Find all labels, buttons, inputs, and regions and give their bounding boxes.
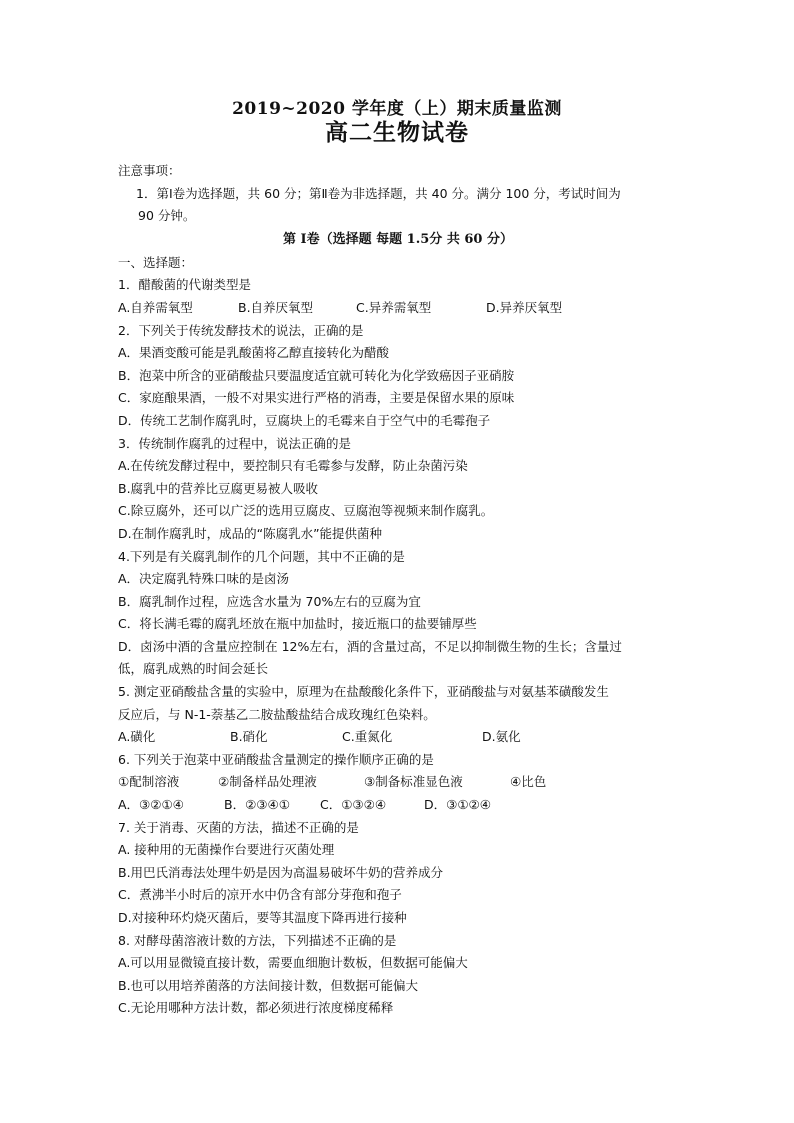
notice-item-1-line-2: 90 分钟。 <box>138 208 196 224</box>
notice-item-1-line-1: 1．第Ⅰ卷为选择题，共 60 分；第Ⅱ卷为非选择题，共 40 分。满分 100 分，考试时间为 <box>136 185 621 201</box>
question-8-option-a: A.可以用显微镜直接计数，需要血细胞计数板，但数据可能偏大 <box>118 955 468 971</box>
question-8-option-c: C.无论用哪种方法计数，都必须进行浓度梯度稀释 <box>118 1000 394 1016</box>
question-1-stem: 1．醋酸菌的代谢类型是 <box>118 277 251 293</box>
exam-body <box>118 160 678 1020</box>
section-heading: 第 Ⅰ卷（选择题 每题 1.5分 共 60 分） <box>283 231 513 247</box>
question-3-stem: 3．传统制作腐乳的过程中，说法正确的是 <box>118 435 351 451</box>
question-3-option-c: C.除豆腐外，还可以广泛的选用豆腐皮、豆腐泡等视频来制作腐乳。 <box>118 503 494 519</box>
question-2-stem: 2．下列关于传统发酵技术的说法，正确的是 <box>118 322 364 338</box>
question-2-option-a: A．果酒变酸可能是乳酸菌将乙醇直接转化为醋酸 <box>118 345 390 361</box>
question-4-option-d-line-2: 低，腐乳成熟的时间会延长 <box>118 661 269 677</box>
question-5-option-b: B.硝化 <box>230 729 268 745</box>
question-8-stem: 8. 对酵母菌溶液计数的方法，下列描述不正确的是 <box>118 932 397 948</box>
exam-subject-title: 高二生物试卷 <box>325 119 469 146</box>
notice-label: 注意事项： <box>118 163 181 178</box>
question-6-option-a: A．③②①④ <box>118 797 184 813</box>
question-5-option-d: D.氨化 <box>482 729 521 745</box>
question-8-option-b: B.也可以用培养菌落的方法间接计数，但数据可能偏大 <box>118 977 419 993</box>
question-1-option-a: A.自养需氧型 <box>118 299 193 315</box>
question-4-option-d-line-1: D．卤汤中酒的含量应控制在 12%左右，酒的含量过高，不足以抑制微生物的生长；含量过 <box>118 638 622 654</box>
question-6-step-3: ③制备标准显色液 <box>364 774 463 790</box>
question-6-steps <box>118 771 678 794</box>
exam-session-title: 2019~2020 学年度（上）期末质量监测 <box>232 99 562 119</box>
question-5-stem-line-2: 反应后，与 N-1-萘基乙二胺盐酸盐结合成玫瑰红色染料。 <box>118 706 436 722</box>
question-7-option-a: A. 接种用的无菌操作台要进行灭菌处理 <box>118 842 335 858</box>
question-2-option-d: D．传统工艺制作腐乳时，豆腐块上的毛霉来自于空气中的毛霉孢子 <box>118 412 491 428</box>
question-1-option-b: B.自养厌氧型 <box>238 299 314 315</box>
question-4-option-b: B．腐乳制作过程，应选含水量为 70%左右的豆腐为宜 <box>118 593 421 609</box>
question-4-stem: 4.下列是有关腐乳制作的几个问题，其中不正确的是 <box>118 548 405 564</box>
question-7-stem: 7. 关于消毒、灭菌的方法，描述不正确的是 <box>118 819 359 835</box>
question-6-step-2: ②制备样品处理液 <box>218 774 317 790</box>
question-7-option-b: B.用巴氏消毒法处理牛奶是因为高温易破坏牛奶的营养成分 <box>118 864 444 880</box>
question-5-option-c: C.重氮化 <box>342 729 393 745</box>
question-6-option-d: D．③①②④ <box>424 797 491 813</box>
question-6-step-4: ④比色 <box>510 774 547 790</box>
question-1-option-d: D.异养厌氧型 <box>486 299 563 315</box>
question-6-step-1: ①配制溶液 <box>118 774 180 790</box>
question-3-option-d: D.在制作腐乳时，成品的“陈腐乳水”能提供菌种 <box>118 525 383 541</box>
question-3-option-a: A.在传统发酵过程中，要控制只有毛霉参与发酵，防止杂菌污染 <box>118 458 468 474</box>
question-5-options <box>118 726 678 749</box>
question-7-option-c: C．煮沸半小时后的凉开水中仍含有部分芽孢和孢子 <box>118 887 402 903</box>
question-1-option-c: C.异养需氧型 <box>356 299 432 315</box>
question-1-options <box>118 297 678 320</box>
question-2-option-b: B．泡菜中所含的亚硝酸盐只要温度适宜就可转化为化学致癌因子亚硝胺 <box>118 367 515 383</box>
question-5-option-a: A.磺化 <box>118 729 156 745</box>
question-6-option-b: B．②③④① <box>224 797 290 813</box>
part-label: 一、选择题： <box>118 254 194 270</box>
question-3-option-b: B.腐乳中的营养比豆腐更易被人吸收 <box>118 480 319 496</box>
question-5-stem-line-1: 5. 测定亚硝酸盐含量的实验中，原理为在盐酸酸化条件下，亚硝酸盐与对氨基苯磺酸发生 <box>118 684 609 700</box>
question-4-option-a: A．决定腐乳特殊口味的是卤汤 <box>118 571 290 587</box>
question-6-option-c: C．①③②④ <box>320 797 387 813</box>
question-6-stem: 6. 下列关于泡菜中亚硝酸盐含量测定的操作顺序正确的是 <box>118 751 434 767</box>
question-2-option-c: C．家庭酿果酒，一般不对果实进行严格的消毒，主要是保留水果的原味 <box>118 390 515 406</box>
question-7-option-d: D.对接种环灼烧灭菌后，要等其温度下降再进行接种 <box>118 910 407 925</box>
question-6-options <box>118 794 678 817</box>
question-4-option-c: C．将长满毛霉的腐乳坯放在瓶中加盐时，接近瓶口的盐要铺厚些 <box>118 616 477 632</box>
